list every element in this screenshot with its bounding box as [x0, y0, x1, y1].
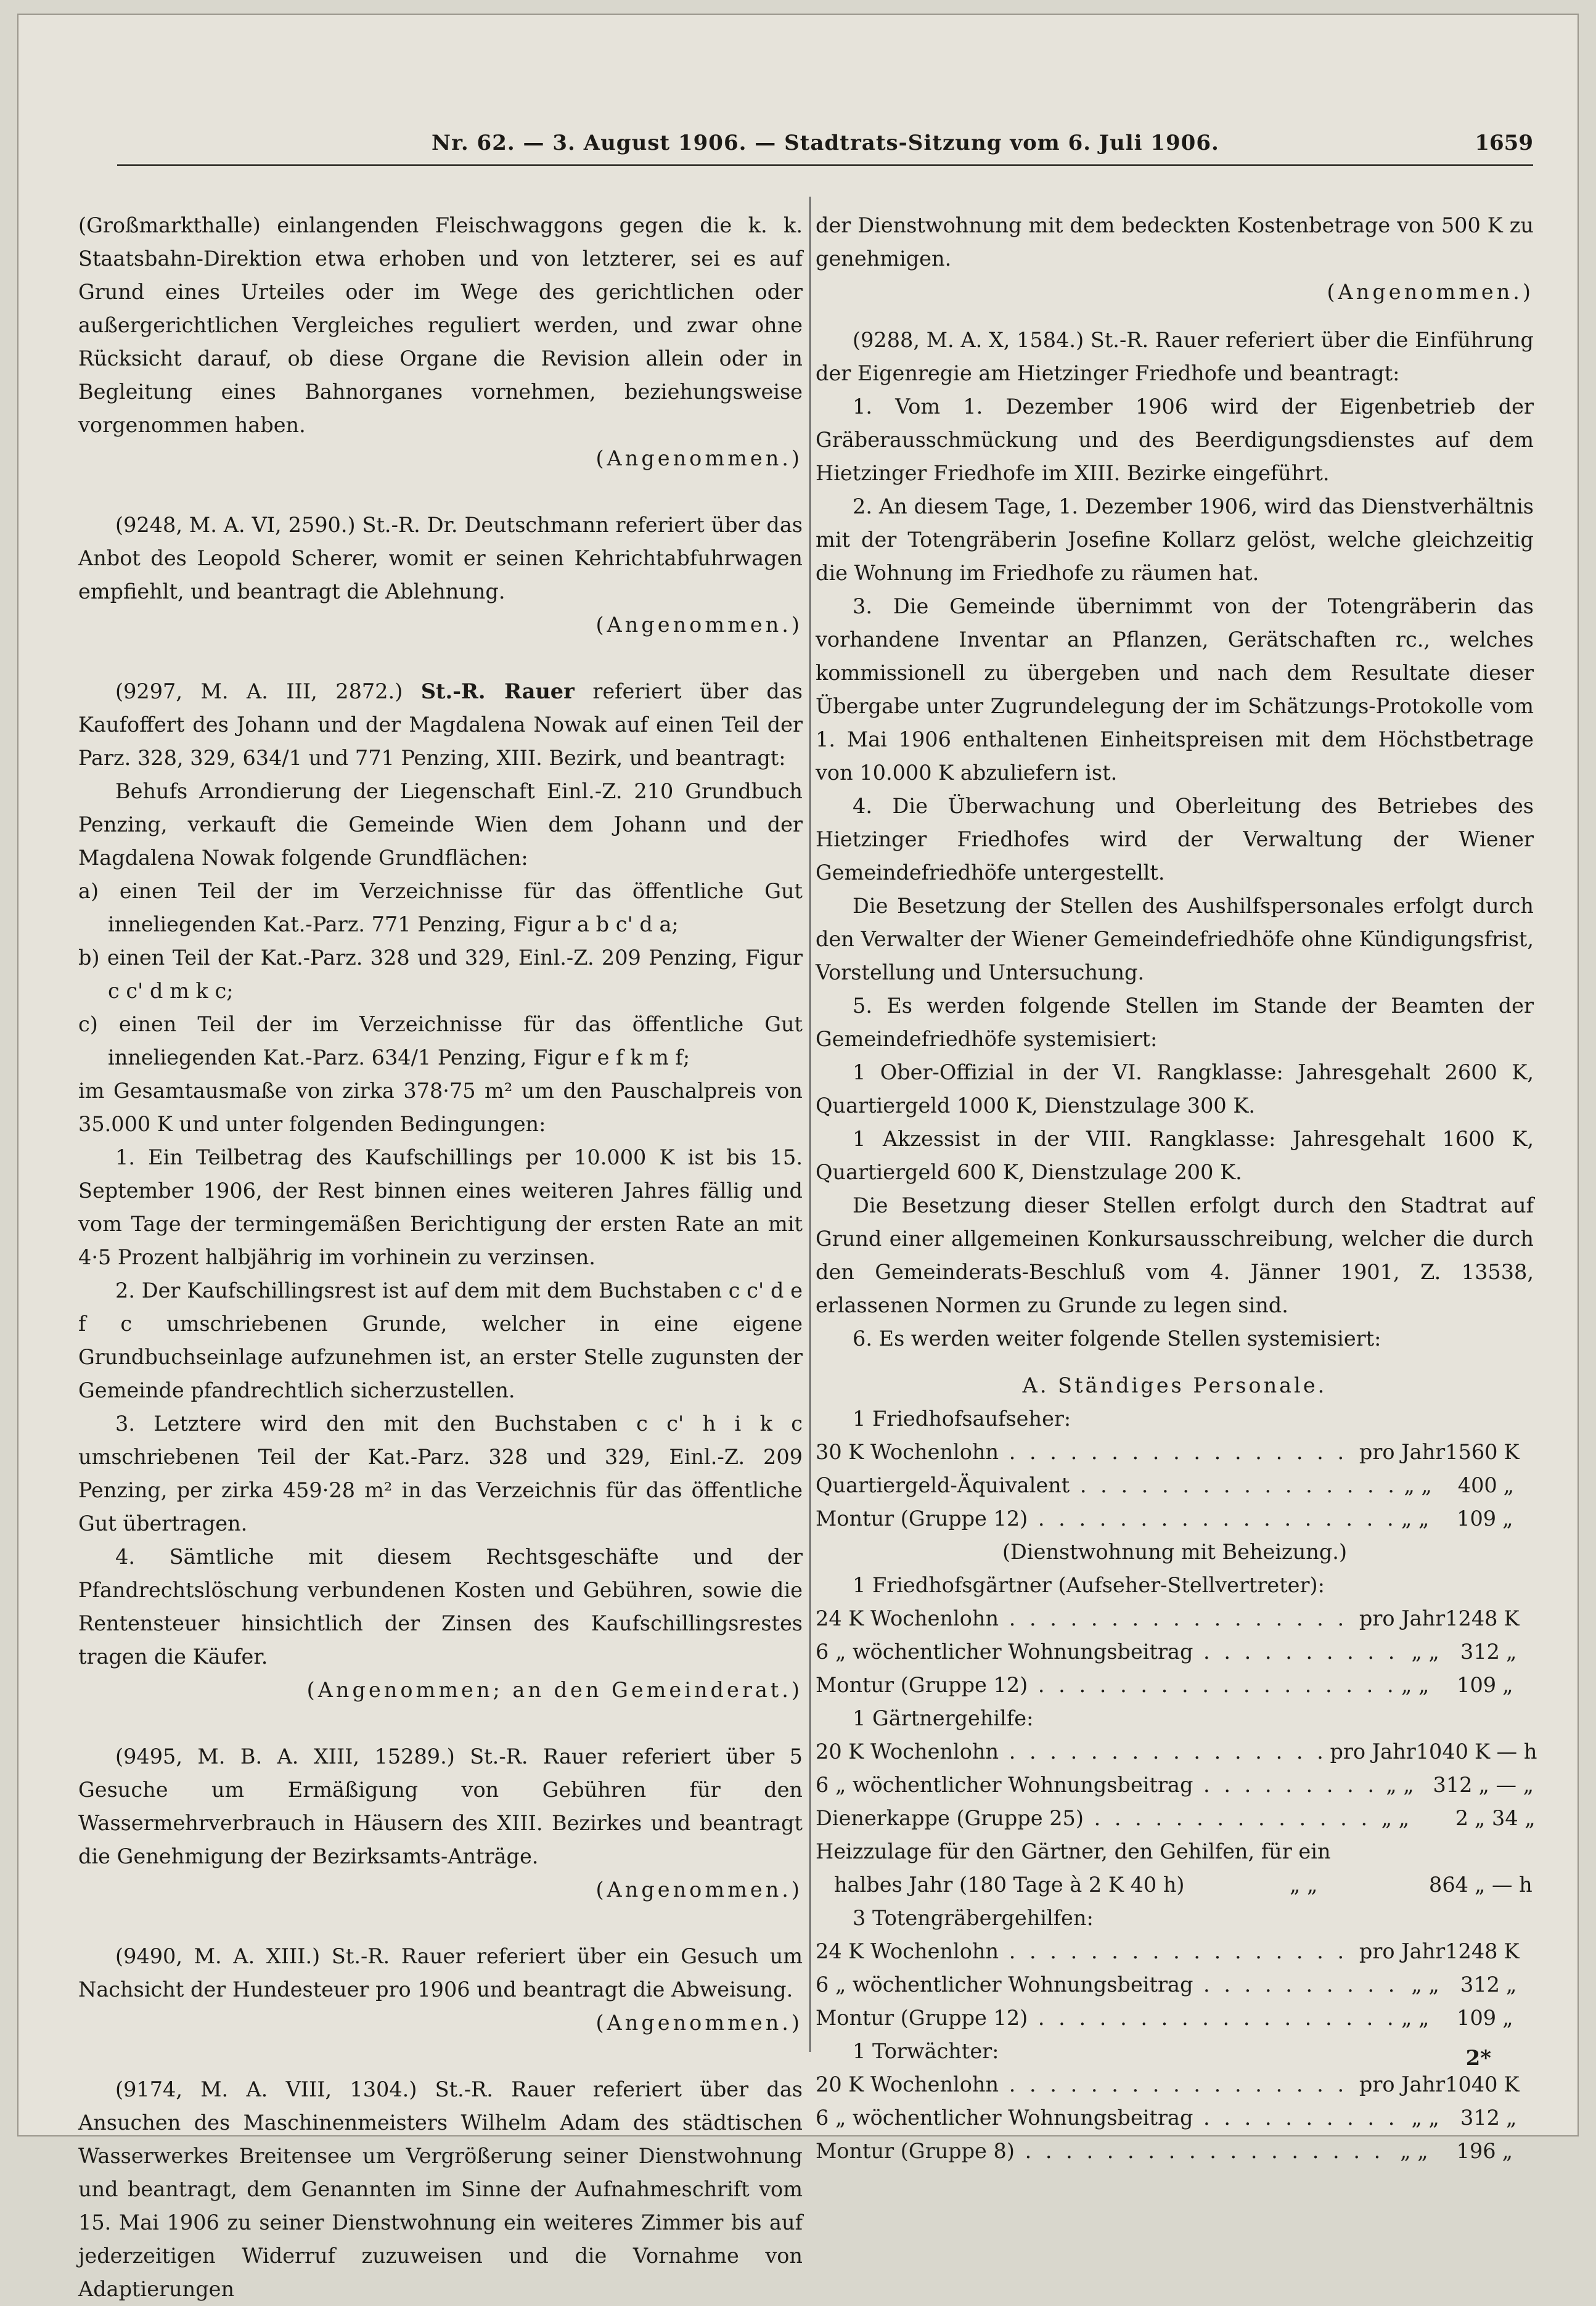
- row-label: Montur (Gruppe 12) . . .: [816, 1502, 1396, 1535]
- running-title: Nr. 62. — 3. August 1906. — Stadtrats-Sitzung vom 6. Juli 1906.: [432, 131, 1219, 155]
- row-amount: 312: [1460, 1640, 1500, 1664]
- row-label: Dienerkappe (Gruppe 25) . . .: [816, 1802, 1377, 1835]
- condition-item: 1. Ein Teilbetrag des Kaufschillings per 10.000 K ist bis 15. September 1906, der Rest binnen eines weiteren Jahres fällig und vom Tage der termingemäßen Berichtigung der ersten Rate an mit 4·5 Prozent halbjährig im vorhinein zu verzinsen.: [78, 1145, 803, 1269]
- left-column: [78, 209, 803, 2306]
- condition-item: 3. Letztere wird den mit den Buchstaben c c' h i k c umschriebenen Teil der Kat.-Parz. 328 und 329, Einl.-Z. 209 Penzing, per zirka 459·28 m² in das Verzeichnis für das öffentliche Gut übertragen.: [78, 1412, 803, 1535]
- table-row: [816, 1802, 1534, 1835]
- row-amount: 1248: [1445, 1939, 1498, 1963]
- table-row: [816, 1768, 1534, 1802]
- row-amount: 1248: [1445, 1606, 1498, 1630]
- row-amount: 196: [1456, 2139, 1496, 2163]
- paragraph: 1 Ober-Offizial in der VI. Rangklasse: Jahresgehalt 2600 K, Quartiergeld 1000 K, Dienstzulage 300 K.: [816, 1060, 1534, 1118]
- row-unit: „: [1506, 1973, 1517, 1997]
- paragraph: im Gesamtausmaße von zirka 378·75 m² um den Pauschalpreis von 35.000 K und unter folgenden Bedingungen:: [78, 1079, 803, 1136]
- row-label: Quartiergeld-Äquivalent . . .: [816, 1469, 1399, 1502]
- row-label: 24 K Wochenlohn . . .: [816, 1935, 1354, 1968]
- numbered-item: 4. Die Überwachung und Oberleitung des Betriebes des Hietzinger Friedhofes wird der Verwaltung der Wiener Gemeindefriedhöfe untergestellt.: [816, 794, 1534, 885]
- row-period: „ „: [1400, 2139, 1428, 2163]
- row-period: „ „: [1411, 1973, 1439, 1997]
- group-note: (Dienstwohnung mit Beheizung.): [1002, 1540, 1348, 1564]
- row-label: 6 „ wöchentlicher Wohnungsbeitrag . . .: [816, 2101, 1406, 2135]
- group-title: 1 Gärtnergehilfe:: [853, 1706, 1034, 1730]
- table-row: [816, 2001, 1534, 2035]
- row-label: 30 K Wochenlohn . . .: [816, 1436, 1354, 1469]
- row-unit: „: [1502, 2139, 1513, 2163]
- row-amount: 312: [1460, 2106, 1500, 2130]
- condition-item: 2. Der Kaufschillingsrest ist auf dem mit dem Buchstaben c c' d e f c umschriebenen Grunde, welcher in eine eigene Grundbuchseinlage aufzunehmen ist, an erster Stelle zugunsten der Gemeinde pfandrechtlich sicherzustellen.: [78, 1278, 803, 1402]
- row-label: 6 „ wöchentlicher Wohnungsbeitrag . . .: [816, 1635, 1406, 1669]
- row-period: „ „: [1411, 2106, 1439, 2130]
- row-period: „ „: [1401, 1673, 1430, 1697]
- row-period: „ „: [1401, 2006, 1430, 2030]
- row-unit: „ — h: [1475, 1873, 1533, 1897]
- row-unit: „: [1502, 2006, 1513, 2030]
- numbered-item: 6. Es werden weiter folgende Stellen systemisiert:: [853, 1327, 1381, 1351]
- paragraph: (9495, M. B. A. XIII, 15289.) St.-R. Rauer referiert über 5 Gesuche um Ermäßigung von Gebühren für den Wassermehrverbrauch in Häusern des XIII. Bezirkes und beantragt die Genehmigung der Bezirksamts-Anträge.: [78, 1744, 803, 1868]
- row-text: Heizzulage für den Gärtner, den Gehilfen, für ein: [816, 1839, 1331, 1863]
- paragraph: [78, 675, 803, 775]
- table-row: [816, 2101, 1534, 2135]
- row-period: pro Jahr: [1359, 1939, 1446, 1963]
- result-note: (Angenommen; an den Gemeinderat.): [306, 1678, 803, 1702]
- row-amount: 1560: [1445, 1440, 1498, 1464]
- row-label: halbes Jahr (180 Tage à 2 K 40 h): [834, 1873, 1185, 1897]
- row-unit: „ — „: [1478, 1773, 1534, 1797]
- row-period: „ „: [1386, 1773, 1414, 1797]
- result-note: (Angenommen.): [595, 2011, 803, 2035]
- row-label: 20 K Wochenlohn . . .: [816, 2068, 1354, 2101]
- group-title: 1 Friedhofsgärtner (Aufseher-Stellvertreter):: [853, 1573, 1325, 1597]
- table-row: [816, 1968, 1534, 2001]
- row-amount: 2: [1455, 1806, 1469, 1830]
- row-unit: „: [1506, 1640, 1517, 1664]
- row-unit: K: [1504, 1440, 1520, 1464]
- numbered-item: 5. Es werden folgende Stellen im Stande der Beamten der Gemeindefriedhöfe systemisiert:: [816, 994, 1534, 1051]
- table-row: [816, 1469, 1534, 1502]
- row-unit: „: [1503, 1473, 1515, 1497]
- result-note: (Angenommen.): [595, 1878, 803, 1902]
- row-unit: „: [1502, 1507, 1513, 1531]
- paragraph: (9490, M. A. XIII.) St.-R. Rauer referiert über ein Gesuch um Nachsicht der Hundesteuer pro 1906 und beantragt die Abweisung.: [78, 1944, 803, 2001]
- row-label: Montur (Gruppe 8) . . .: [816, 2135, 1395, 2168]
- right-column: [816, 209, 1537, 2168]
- table-row: [816, 1735, 1537, 1768]
- header-rule: [117, 164, 1533, 166]
- row-label: Montur (Gruppe 12) . . .: [816, 2001, 1396, 2035]
- row-amount: 312: [1433, 1773, 1473, 1797]
- paragraph: Die Besetzung dieser Stellen erfolgt durch den Stadtrat auf Grund einer allgemeinen Konkursausschreibung, welcher die durch den Gemeinderats-Beschluß vom 4. Jänner 1901, Z. 13538, erlassenen Normen zu Grunde zu legen sind.: [816, 1193, 1534, 1317]
- row-label: 6 „ wöchentlicher Wohnungsbeitrag . . .: [816, 1768, 1381, 1802]
- paragraph: (9174, M. A. VIII, 1304.) St.-R. Rauer referiert über das Ansuchen des Maschinenmeisters Wilhelm Adam des städtischen Wasserwerkes Breitensee um Vergrößerung seiner Dienstwohnung und beantragt, dem Genannten im Sinne der Aufnahmeschrift vom 15. Mai 1906 zu seiner Dienstwohnung ein weiteres Zimmer bis auf jederzeitigen Widerruf zuzuweisen und die Vornahme von Adaptierungen: [78, 2077, 803, 2301]
- result-note: (Angenommen.): [1327, 280, 1534, 304]
- result-note: (Angenommen.): [595, 446, 803, 470]
- section-heading: A. Ständiges Personale.: [1022, 1373, 1327, 1397]
- table-row: [816, 1436, 1534, 1469]
- row-label: Montur (Gruppe 12) . . .: [816, 1669, 1396, 1702]
- table-row: [816, 1935, 1534, 1968]
- row-label: 6 „ wöchentlicher Wohnungsbeitrag . . .: [816, 1968, 1406, 2001]
- row-period: pro Jahr: [1359, 1606, 1446, 1630]
- row-period: pro Jahr: [1359, 1440, 1446, 1464]
- page-header: [18, 107, 1580, 163]
- row-unit: K: [1504, 2072, 1520, 2096]
- row-period: pro Jahr: [1330, 1740, 1416, 1764]
- row-label: 24 K Wochenlohn . . .: [816, 1602, 1354, 1635]
- row-unit: „ 34 „: [1475, 1806, 1536, 1830]
- row-amount: 312: [1460, 1973, 1500, 1997]
- row-period: „ „: [1411, 1640, 1439, 1664]
- table-row: [816, 2135, 1534, 2168]
- row-period: „ „: [1404, 1473, 1432, 1497]
- list-item: b) einen Teil der Kat.-Parz. 328 und 329, Einl.-Z. 209 Penzing, Figur c c' d m k c;: [78, 946, 803, 1003]
- row-amount: 400: [1457, 1473, 1497, 1497]
- row-period: „ „: [1401, 1507, 1430, 1531]
- table-row: [816, 2068, 1534, 2101]
- paragraph: Behufs Arrondierung der Liegenschaft Einl.-Z. 210 Grundbuch Penzing, verkauft die Gemeinde Wien dem Johann und der Magdalena Nowak folgende Grundflächen:: [78, 779, 803, 870]
- row-amount: 1040: [1415, 1740, 1468, 1764]
- row-amount: 109: [1457, 2006, 1497, 2030]
- paragraph: (9248, M. A. VI, 2590.) St.-R. Dr. Deutschmann referiert über das Anbot des Leopold Scherer, womit er seinen Kehrichtabfuhrwagen empfiehlt, und beantragt die Ablehnung.: [78, 513, 803, 603]
- row-label: 20 K Wochenlohn . . .: [816, 1735, 1325, 1768]
- speaker-name: St.-R. Rauer: [420, 679, 575, 703]
- page-number: 1659: [1475, 131, 1533, 155]
- paragraph: Die Besetzung der Stellen des Aushilfspersonales erfolgt durch den Verwalter der Wiener Gemeindefriedhöfe ohne Kündigungsfrist, Vorstellung und Untersuchung.: [816, 894, 1534, 984]
- row-unit: „: [1506, 2106, 1517, 2130]
- table-row: [816, 1669, 1534, 1702]
- row-amount: 1040: [1445, 2072, 1498, 2096]
- result-note: (Angenommen.): [595, 613, 803, 637]
- table-row: [816, 1502, 1534, 1535]
- row-unit: K: [1504, 1939, 1520, 1963]
- numbered-item: 1. Vom 1. Dezember 1906 wird der Eigenbetrieb der Gräberausschmückung und des Beerdigungsdienstes auf dem Hietzinger Friedhofe im XIII. Bezirke eingeführt.: [816, 395, 1534, 485]
- row-unit: „: [1502, 1673, 1513, 1697]
- row-unit: K — h: [1475, 1740, 1537, 1764]
- numbered-item: 3. Die Gemeinde übernimmt von der Totengräberin das vorhandene Inventar an Pflanzen, Gerätschaften rc., welches kommissionell zu übergeben und nach dem Resultate dieser Übergabe unter Zugrundelegung der im Schätzungs-Protokolle vom 1. Mai 1906 enthaltenen Einheitspreisen mit dem Höchstbetrage von 10.000 K abzuliefern ist.: [816, 594, 1534, 785]
- table-row: [816, 1635, 1534, 1669]
- row-period: „ „: [1381, 1806, 1410, 1830]
- page: [17, 14, 1579, 2301]
- numbered-item: 2. An diesem Tage, 1. Dezember 1906, wird das Dienstverhältnis mit der Totengräberin Josefine Kollarz gelöst, welche gleichzeitig die Wohnung im Friedhofe zu räumen hat.: [816, 494, 1534, 585]
- list-item: c) einen Teil der im Verzeichnisse für das öffentliche Gut inneliegenden Kat.-Parz. 634/1 Penzing, Figur e f k m f;: [78, 1012, 803, 1069]
- group-title: 3 Totengräbergehilfen:: [853, 1906, 1094, 1930]
- group-title: 1 Torwächter:: [853, 2039, 999, 2063]
- table-row: [816, 1868, 1534, 1902]
- column-divider: [809, 197, 811, 2052]
- paragraph-text: referiert über das Kaufoffert des Johann und der Magdalena Nowak auf einen Teil der Parz. 328, 329, 634/1 und 771 Penzing, XIII. Bezirk, und beantragt:: [78, 679, 803, 770]
- row-amount: 109: [1457, 1673, 1497, 1697]
- table-row: [816, 1602, 1534, 1635]
- group-title: 1 Friedhofsaufseher:: [853, 1407, 1071, 1431]
- row-unit: K: [1504, 1606, 1520, 1630]
- condition-item: 4. Sämtliche mit diesem Rechtsgeschäfte und der Pfandrechtslöschung verbundenen Kosten und Gebühren, sowie die Rentensteuer hinsichtlich der Zinsen des Kaufschillingsrestes tragen die Käufer.: [78, 1545, 803, 1669]
- signature-mark: 2*: [1465, 2046, 1491, 2071]
- paragraph: der Dienstwohnung mit dem bedeckten Kostenbetrage von 500 K zu genehmigen.: [816, 213, 1534, 271]
- row-period: pro Jahr: [1359, 2072, 1446, 2096]
- list-item: a) einen Teil der im Verzeichnisse für das öffentliche Gut inneliegenden Kat.-Parz. 771 Penzing, Figur a b c' d a;: [78, 879, 803, 936]
- paragraph: 1 Akzessist in der VIII. Rangklasse: Jahresgehalt 1600 K, Quartiergeld 600 K, Dienstzulage 200 K.: [816, 1127, 1534, 1184]
- row-period: „ „: [1290, 1873, 1318, 1897]
- row-amount: 864: [1429, 1873, 1468, 1897]
- paragraph: (Großmarkthalle) einlangenden Fleischwaggons gegen die k. k. Staatsbahn-Direktion etwa erhoben und von letzterer, sei es auf Grund eines Urteiles oder im Wege des gerichtlichen oder außergerichtlichen Vergleiches reguliert werden, und zwar ohne Rücksicht darauf, ob diese Organe die Revision allein oder in Begleitung eines Bahnorganes vornehmen, beziehungsweise vorgenommen haben.: [78, 213, 803, 437]
- reference: (9297, M. A. III, 2872.): [115, 679, 421, 703]
- paragraph: (9288, M. A. X, 1584.) St.-R. Rauer referiert über die Einführung der Eigenregie am Hietzinger Friedhofe und beantragt:: [816, 328, 1534, 385]
- row-amount: 109: [1457, 1507, 1497, 1531]
